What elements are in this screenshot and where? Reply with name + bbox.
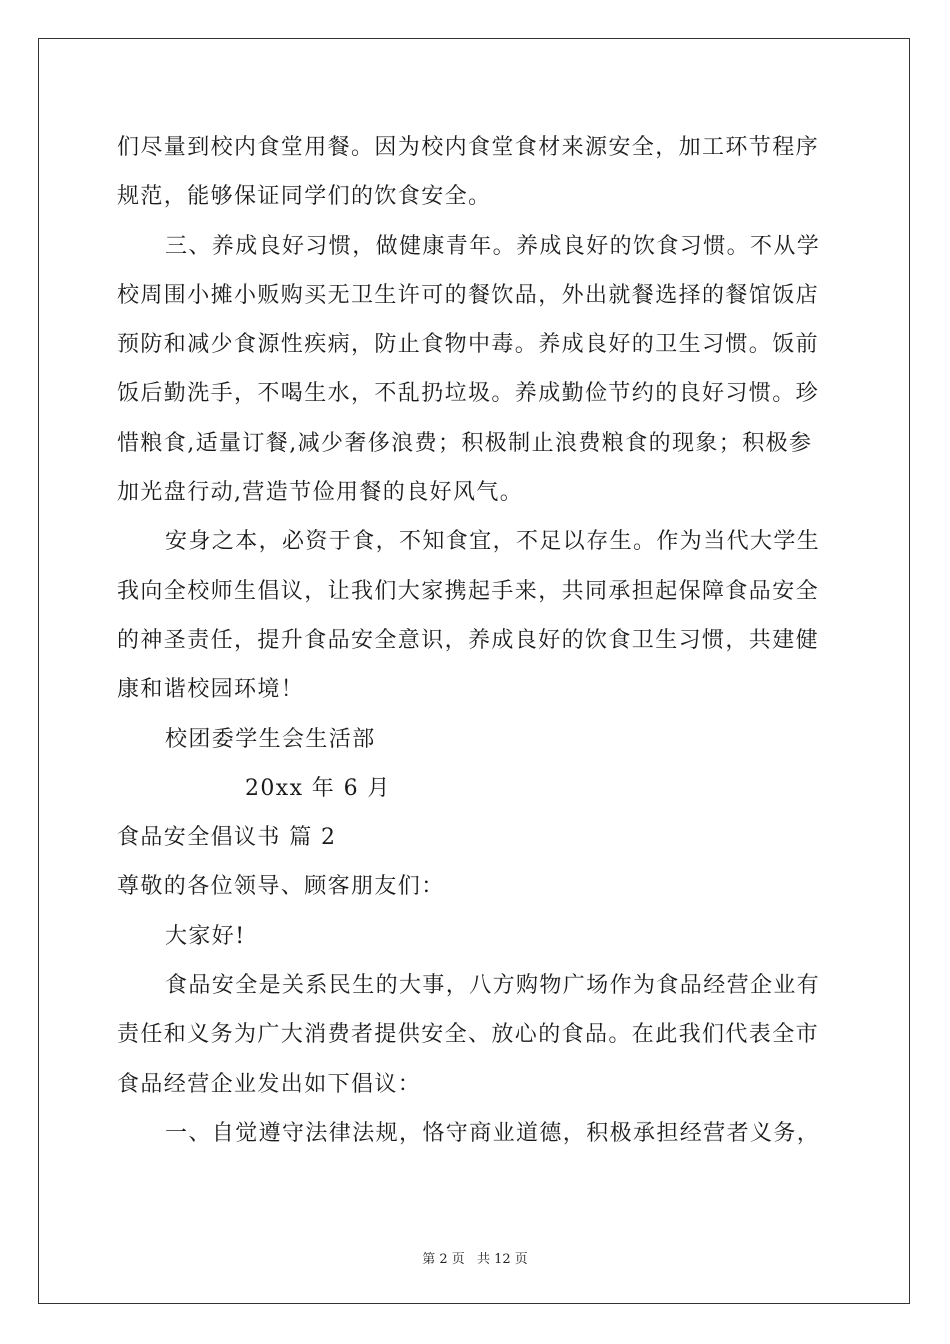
paragraph-start: 三、养成良好习惯，做健康青年。养成良好的饮食习惯。不从学 <box>165 233 821 259</box>
page-total: 共 12 页 <box>476 1252 528 1267</box>
text-line: 食品经营企业发出如下倡议： <box>117 1071 422 1097</box>
page-footer <box>0 1248 950 1267</box>
text-line: 康和谐校园环境！ <box>117 677 305 703</box>
text-line: 预防和减少食源性疾病，防止食物中毒。养成良好的卫生习惯。饭前 <box>117 332 820 358</box>
document-body <box>117 123 833 1158</box>
section-title: 食品安全倡议书 篇 2 <box>117 825 337 851</box>
text-line: 我向全校师生倡议，让我们大家携起手来，共同承担起保障食品安全 <box>117 578 820 604</box>
text-line: 们尽量到校内食堂用餐。因为校内食堂食材来源安全，加工环节程序 <box>117 135 820 160</box>
paragraph-start: 一、自觉遵守法律法规，恪守商业道德，积极承担经营者义务， <box>165 1120 821 1146</box>
signature-date: 20xx 年 6 月 <box>245 775 391 801</box>
text-line: 惜粮食,适量订餐,减少奢侈浪费；积极制止浪费粮食的现象；积极参 <box>117 430 813 456</box>
salutation: 尊敬的各位领导、顾客朋友们： <box>117 874 445 900</box>
paragraph-start: 安身之本，必资于食，不知食宜，不足以存生。作为当代大学生 <box>165 529 821 555</box>
paragraph-start: 食品安全是关系民生的大事，八方购物广场作为食品经营企业有 <box>165 973 821 999</box>
text-line: 的神圣责任，提升食品安全意识，养成良好的饮食卫生习惯，共建健 <box>117 627 820 653</box>
text-line: 规范，能够保证同学们的饮食安全。 <box>117 184 492 210</box>
text-line: 饭后勤洗手，不喝生水，不乱扔垃圾。养成勤俭节约的良好习惯。珍 <box>117 381 820 407</box>
greeting: 大家好! <box>165 923 246 949</box>
page-number: 第 2 页 <box>422 1252 465 1267</box>
text-line: 加光盘行动,营造节俭用餐的良好风气。 <box>117 480 524 506</box>
text-line: 责任和义务为广大消费者提供安全、放心的食品。在此我们代表全市 <box>117 1022 820 1048</box>
signature-organization: 校团委学生会生活部 <box>165 726 376 752</box>
text-line: 校周围小摊小贩购买无卫生许可的餐饮品，外出就餐选择的餐馆饭店 <box>117 282 820 308</box>
